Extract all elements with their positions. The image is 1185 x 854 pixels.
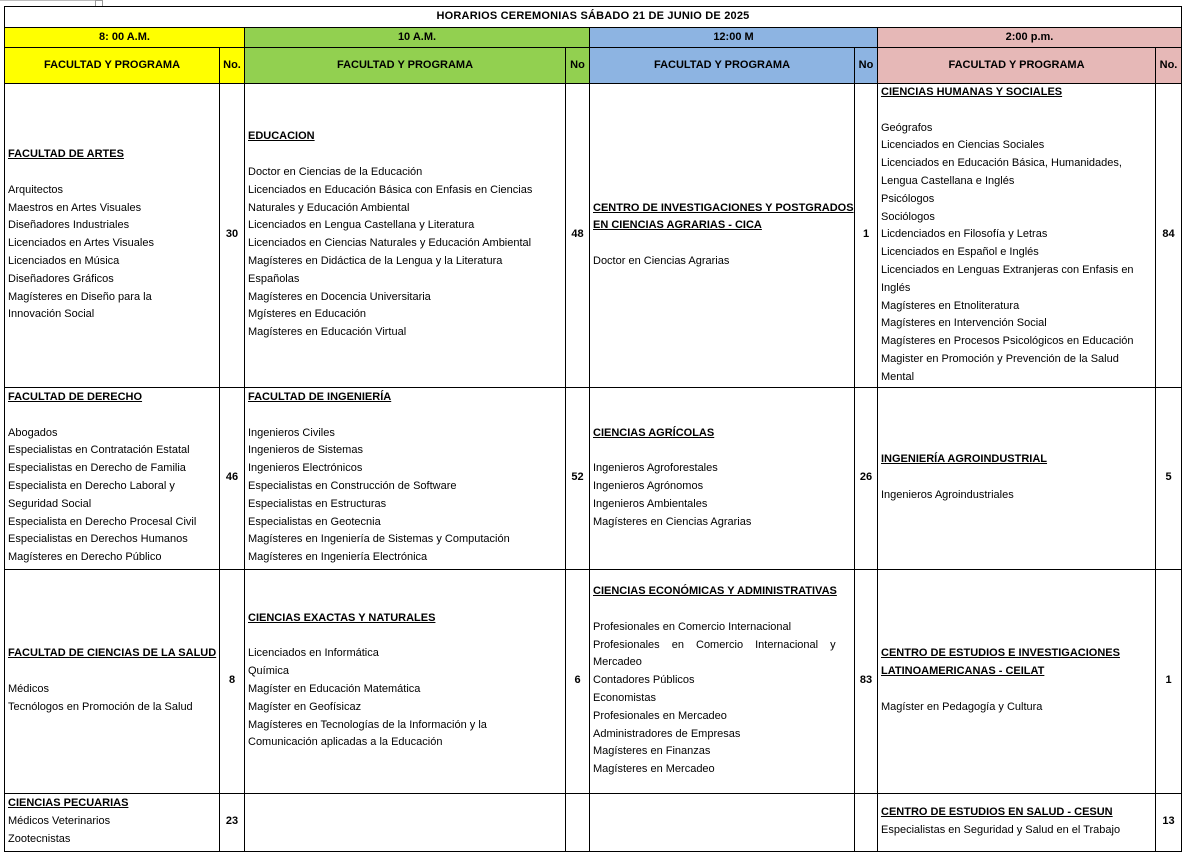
program-cell[interactable] xyxy=(878,387,1156,569)
program-item: Magísteres en Ingeniería Electrónica xyxy=(248,551,428,564)
time-slot-row xyxy=(5,28,1182,48)
graduate-count[interactable]: 84 xyxy=(1156,84,1182,388)
program-item: Magísteres en Tecnologías de la Información y la xyxy=(248,718,487,731)
program-item: Seguridad Social xyxy=(8,497,92,510)
program-item: Magísteres en Derecho Público xyxy=(8,551,162,564)
program-cell[interactable] xyxy=(245,84,566,388)
program-item: Licdenciados en Filosofía y Letras xyxy=(881,228,1048,241)
program-item: Licenciados en Ciencias Naturales y Educación Ambiental xyxy=(248,237,532,250)
faculty-title: CENTRO DE INVESTIGACIONES Y POSTGRADOS xyxy=(593,201,854,214)
title-row xyxy=(5,7,1182,28)
program-cell[interactable] xyxy=(878,84,1156,388)
program-item: Especialistas en Derecho de Familia xyxy=(8,462,186,475)
program-item: Especialistas en Geotecnia xyxy=(248,515,381,528)
program-item: Profesionales en Mercadeo xyxy=(593,709,727,722)
graduate-count[interactable]: 26 xyxy=(855,387,878,569)
time-slot-2pm[interactable]: 2:00 p.m. xyxy=(878,28,1182,48)
program-item: Inglés xyxy=(881,281,911,294)
empty-cell[interactable] xyxy=(855,793,878,851)
program-item: Especialistas en Seguridad y Salud en el Trabajo xyxy=(881,824,1121,837)
faculty-title: CIENCIAS EXACTAS Y NATURALES xyxy=(248,611,436,624)
program-item: Españolas xyxy=(248,272,300,285)
program-item: Licenciados en Español e Inglés xyxy=(881,246,1039,259)
program-item: Innovación Social xyxy=(8,308,95,321)
program-item: Comunicación aplicadas a la Educación xyxy=(248,736,443,749)
program-item: Licenciados en Ciencias Sociales xyxy=(881,139,1045,152)
program-item: Ingenieros Agroforestales xyxy=(593,462,718,475)
graduate-count[interactable]: 5 xyxy=(1156,387,1182,569)
header-program-1[interactable]: FACULTAD Y PROGRAMA xyxy=(5,48,220,84)
graduate-count[interactable]: 8 xyxy=(220,569,245,793)
program-item: Ingenieros Agroindustriales xyxy=(881,488,1014,501)
program-item: Sociólogos xyxy=(881,210,935,223)
program-item: Especialistas en Construcción de Software xyxy=(248,480,457,493)
program-item: Doctor en Ciencias de la Educación xyxy=(248,166,423,179)
program-item: Administradores de Empresas xyxy=(593,727,741,740)
program-item: Magísteres en Educación Virtual xyxy=(248,326,407,339)
program-item: Médicos Veterinarios xyxy=(8,815,111,828)
empty-cell[interactable] xyxy=(245,793,566,851)
graduate-count[interactable]: 1 xyxy=(1156,569,1182,793)
program-item: Mgísteres en Educación xyxy=(248,308,367,321)
program-cell[interactable] xyxy=(590,84,855,388)
program-item: Especialistas en Estructuras xyxy=(248,497,387,510)
graduate-count[interactable]: 46 xyxy=(220,387,245,569)
program-item: Diseñadores Industriales xyxy=(8,219,130,232)
time-slot-10am[interactable]: 10 A.M. xyxy=(245,28,590,48)
header-program-4[interactable]: FACULTAD Y PROGRAMA xyxy=(878,48,1156,84)
program-item: Magísteres en Docencia Universitaria xyxy=(248,290,431,303)
empty-cell[interactable] xyxy=(566,793,590,851)
header-number-1[interactable]: No. xyxy=(220,48,245,84)
graduate-count[interactable]: 1 xyxy=(855,84,878,388)
faculty-title: FACULTAD DE DERECHO xyxy=(8,391,143,404)
program-item: Magísteres en Ingeniería de Sistemas y Computación xyxy=(248,533,510,546)
sheet-title[interactable]: HORARIOS CEREMONIAS SÁBADO 21 DE JUNIO DE 2025 xyxy=(5,7,1182,28)
faculty-title: CIENCIAS AGRÍCOLAS xyxy=(593,426,715,439)
program-item: Magíster en Pedagogía y Cultura xyxy=(881,700,1043,713)
program-cell[interactable] xyxy=(5,84,220,388)
program-item: Ingenieros de Sistemas xyxy=(248,444,363,457)
program-item: Mental xyxy=(881,370,915,383)
program-item: Especialistas en Derechos Humanos xyxy=(8,533,188,546)
program-cell[interactable] xyxy=(245,387,566,569)
schedule-row xyxy=(5,569,1182,793)
program-item: Especialista en Derecho Laboral y xyxy=(8,480,175,493)
time-slot-12m[interactable]: 12:00 M xyxy=(590,28,878,48)
faculty-title: INGENIERÍA AGROINDUSTRIAL xyxy=(881,453,1048,466)
program-item: Zootecnistas xyxy=(8,832,71,845)
faculty-title: EDUCACION xyxy=(248,130,315,143)
faculty-title: CIENCIAS PECUARIAS xyxy=(8,797,129,810)
ceremony-schedule-table xyxy=(4,6,1182,852)
faculty-title: FACULTAD DE INGENIERÍA xyxy=(248,391,392,404)
graduate-count[interactable]: 48 xyxy=(566,84,590,388)
program-item: Contadores Públicos xyxy=(593,674,695,687)
header-number-2[interactable]: No xyxy=(566,48,590,84)
program-cell[interactable] xyxy=(878,793,1156,851)
schedule-row xyxy=(5,793,1182,851)
program-item: Licenciados en Artes Visuales xyxy=(8,237,154,250)
program-item: Doctor en Ciencias Agrarias xyxy=(593,255,730,268)
program-item: Ingenieros Agrónomos xyxy=(593,480,704,493)
faculty-title: FACULTAD DE ARTES xyxy=(8,148,124,161)
program-item: Magísteres en Diseño para la xyxy=(8,290,152,303)
program-item: Médicos xyxy=(8,683,49,696)
header-program-2[interactable]: FACULTAD Y PROGRAMA xyxy=(245,48,566,84)
program-item: Psicólogos xyxy=(881,192,935,205)
program-item: Geógrafos xyxy=(881,121,933,134)
program-item: Magísteres en Procesos Psicológicos en Educación xyxy=(881,335,1134,348)
schedule-row xyxy=(5,84,1182,388)
program-item: Magíster en Geofísicaz xyxy=(248,700,362,713)
program-cell[interactable] xyxy=(590,569,855,793)
program-item: Ingenieros Civiles xyxy=(248,426,335,439)
program-item: Maestros en Artes Visuales xyxy=(8,201,142,214)
program-item: Química xyxy=(248,665,289,678)
program-item: Ingenieros Ambientales xyxy=(593,497,708,510)
time-slot-8am[interactable]: 8: 00 A.M. xyxy=(5,28,245,48)
graduate-count[interactable]: 13 xyxy=(1156,793,1182,851)
program-item: Licenciados en Educación Básica con Enfasis en Ciencias xyxy=(248,183,533,196)
program-item: Licenciados en Educación Básica, Humanidades, xyxy=(881,157,1122,170)
program-item: Abogados xyxy=(8,426,58,439)
graduate-count[interactable]: 52 xyxy=(566,387,590,569)
graduate-count[interactable]: 23 xyxy=(220,793,245,851)
header-program-3[interactable]: FACULTAD Y PROGRAMA xyxy=(590,48,855,84)
program-item: Licenciados en Música xyxy=(8,255,120,268)
program-item: Profesionales en Comercio Internacional y xyxy=(593,638,836,651)
program-item: Especialista en Derecho Procesal Civil xyxy=(8,515,197,528)
program-item: Tecnólogos en Promoción de la Salud xyxy=(8,700,193,713)
program-cell[interactable] xyxy=(878,569,1156,793)
faculty-title: CENTRO DE ESTUDIOS E INVESTIGACIONES xyxy=(881,647,1120,660)
schedule-row xyxy=(5,387,1182,569)
program-item: Magísteres en Ciencias Agrarias xyxy=(593,515,752,528)
program-cell[interactable] xyxy=(245,569,566,793)
faculty-title: FACULTAD DE CIENCIAS DE LA SALUD xyxy=(8,647,217,660)
faculty-title: CIENCIAS HUMANAS Y SOCIALES xyxy=(881,86,1063,98)
program-item: Lengua Castellana e Inglés xyxy=(881,174,1015,187)
sheet-top-edge xyxy=(0,0,98,1)
program-item: Mercadeo xyxy=(593,656,642,669)
program-cell[interactable] xyxy=(590,387,855,569)
graduate-count[interactable]: 6 xyxy=(566,569,590,793)
program-item: Economistas xyxy=(593,691,656,704)
graduate-count[interactable]: 30 xyxy=(220,84,245,388)
header-number-4[interactable]: No. xyxy=(1156,48,1182,84)
program-cell[interactable] xyxy=(5,793,220,851)
faculty-title: CIENCIAS ECONÓMICAS Y ADMINISTRATIVAS xyxy=(593,585,837,598)
program-item: Naturales y Educación Ambiental xyxy=(248,201,410,214)
program-cell[interactable] xyxy=(5,387,220,569)
program-item: Magister en Promoción y Prevención de la Salud xyxy=(881,352,1119,365)
program-item: Magísteres en Finanzas xyxy=(593,745,711,758)
program-item: Magísteres en Intervención Social xyxy=(881,317,1047,330)
program-item: Especialistas en Contratación Estatal xyxy=(8,444,190,457)
program-item: Licenciados en Lengua Castellana y Literatura xyxy=(248,219,475,232)
program-item: Magíster en Educación Matemática xyxy=(248,683,421,696)
faculty-title: CENTRO DE ESTUDIOS EN SALUD - CESUN xyxy=(881,806,1113,819)
header-number-3[interactable]: No xyxy=(855,48,878,84)
program-item: Licenciados en Informática xyxy=(248,647,379,660)
graduate-count[interactable]: 83 xyxy=(855,569,878,793)
program-item: Diseñadores Gráficos xyxy=(8,272,114,285)
program-item: Profesionales en Comercio Internacional xyxy=(593,620,792,633)
program-cell[interactable] xyxy=(5,569,220,793)
faculty-title: LATINOAMERICANAS - CEILAT xyxy=(881,665,1045,678)
program-item: Magísteres en Mercadeo xyxy=(593,763,715,776)
program-item: Magísteres en Didáctica de la Lengua y la Literatura xyxy=(248,255,503,268)
program-item: Licenciados en Lenguas Extranjeras con Enfasis en xyxy=(881,263,1134,276)
empty-cell[interactable] xyxy=(590,793,855,851)
program-item: Magísteres en Etnoliteratura xyxy=(881,299,1020,312)
program-item: Arquitectos xyxy=(8,183,64,196)
program-item: Ingenieros Electrónicos xyxy=(248,462,363,475)
faculty-title: EN CIENCIAS AGRARIAS - CICA xyxy=(593,219,762,232)
column-header-row xyxy=(5,48,1182,84)
